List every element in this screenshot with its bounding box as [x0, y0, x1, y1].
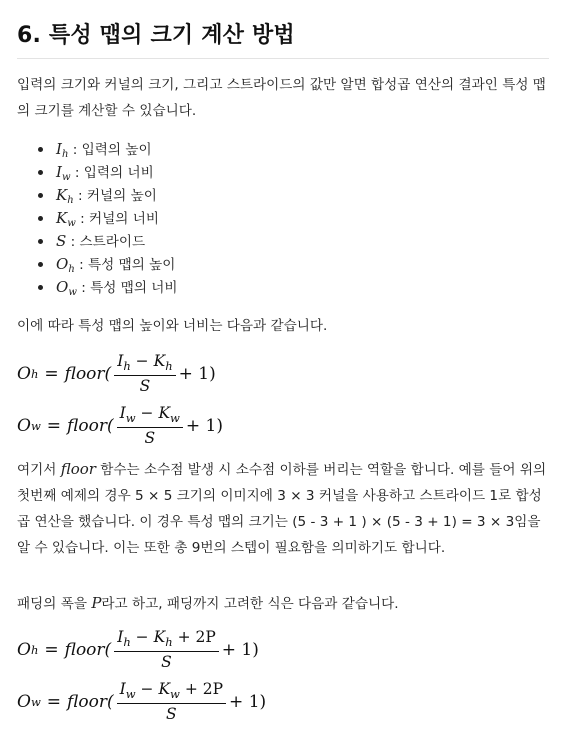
floor-term: floor [60, 460, 96, 478]
numerator-term: K [153, 352, 166, 370]
minus-sign: − [135, 628, 149, 646]
floor-function: floor( [67, 415, 114, 436]
variable-item-s [17, 230, 178, 253]
variable-item-iw [17, 161, 178, 184]
formula-lhs: O [17, 639, 31, 660]
fraction-numerator [117, 680, 226, 704]
section-title: 6. 특성 맵의 크기 계산 방법 [17, 23, 295, 48]
padding-term: + 2P [177, 628, 216, 646]
formula-intro-paragraph: 이에 따라 특성 맵의 높이와 너비는 다음과 같습니다. [17, 318, 328, 334]
padding-symbol: P [91, 594, 102, 612]
variable-description: : 입력의 너비 [74, 165, 154, 181]
padding-intro-paragraph [17, 590, 552, 617]
fraction-denominator: S [166, 705, 177, 723]
formula-lhs-subscript: h [30, 366, 39, 381]
variable-item-kw [17, 207, 178, 230]
equals-sign: = [44, 639, 59, 660]
formula-output-width [17, 404, 223, 447]
formula-tail: + 1) [178, 363, 216, 384]
floor-function: floor( [64, 639, 112, 660]
numerator-subscript: h [123, 359, 131, 373]
variable-item-oh [17, 253, 178, 276]
formula-lhs: O [17, 363, 31, 384]
numerator-subscript: h [123, 635, 131, 649]
minus-sign: − [140, 680, 154, 698]
explanation-paragraph [17, 456, 552, 561]
floor-function: floor( [64, 363, 112, 384]
variable-subscript: w [61, 172, 71, 183]
padding-intro-text: 라고 하고, 패딩까지 고려한 식은 다음과 같습니다. [101, 596, 399, 612]
formula-lhs: O [17, 415, 31, 436]
padding-intro-text: 패딩의 폭을 [17, 596, 92, 612]
equals-sign: = [46, 415, 62, 436]
numerator-subscript: w [125, 687, 136, 701]
variable-symbol: S [56, 232, 67, 250]
numerator-term: I [119, 680, 126, 698]
numerator-term: K [158, 404, 171, 422]
variable-symbol: I [56, 163, 62, 181]
variable-item-ih [17, 138, 178, 161]
fraction [114, 628, 219, 671]
variable-subscript: h [67, 195, 74, 206]
fraction-numerator [114, 352, 175, 376]
variable-list [17, 138, 178, 299]
formula-tail: + 1) [221, 639, 259, 660]
fraction-denominator: S [139, 377, 151, 395]
minus-sign: − [135, 352, 149, 370]
variable-symbol: O [56, 278, 69, 296]
variable-subscript: h [68, 264, 75, 275]
numerator-term: I [117, 352, 124, 370]
numerator-subscript: h [165, 359, 173, 373]
formula-lhs: O [17, 691, 31, 712]
variable-symbol: I [56, 140, 62, 158]
intro-paragraph: 입력의 크기와 커널의 크기, 그리고 스트라이드의 값만 알면 합성곱 연산의 결과인 특성 맵의 크기를 계산할 수 있습니다. [17, 77, 546, 119]
padding-term: + 2P [184, 680, 224, 698]
formula-output-height [17, 352, 216, 395]
fraction-denominator: S [161, 653, 172, 671]
variable-subscript: w [68, 287, 77, 298]
floor-function: floor( [67, 691, 114, 712]
variable-description: : 커널의 너비 [80, 211, 159, 227]
numerator-subscript: w [170, 687, 180, 701]
formula-tail: + 1) [229, 691, 267, 712]
variable-subscript: w [67, 218, 76, 229]
numerator-term: I [119, 404, 126, 422]
equals-sign: = [44, 363, 59, 384]
formula-output-height-padded [17, 628, 259, 671]
fraction-denominator: S [144, 429, 156, 447]
numerator-term: K [158, 680, 171, 698]
fraction [117, 404, 183, 447]
numerator-subscript: w [125, 411, 136, 425]
variable-symbol: K [56, 186, 68, 204]
variable-item-ow [17, 276, 178, 299]
variable-subscript: h [61, 149, 69, 160]
numerator-subscript: w [170, 411, 180, 425]
variable-description: : 특성 맵의 너비 [81, 280, 178, 296]
formula-lhs-subscript: w [30, 418, 41, 433]
explanation-text: 여기서 [17, 462, 61, 478]
variable-description: : 특성 맵의 높이 [79, 257, 176, 273]
variable-symbol: O [56, 255, 69, 273]
fraction-numerator [117, 404, 183, 428]
formula-output-width-padded [17, 680, 266, 723]
variable-symbol: K [56, 209, 68, 227]
explanation-text: 함수는 소수점 발생 시 소수점 이하를 버리는 역할을 합니다. 예를 들어 위의 첫번째 예제의 경우 5 × 5 크기의 이미지에 3 × 3 커널을 사용하고 스트라이드 1로 합성곱 연산을 했습니다. 이 경우 특성 맵의 크기는 (5 - 3 + 1 ) × (5 - 3 + 1) = 3 × 3임을 알 수 있습니다. 이는 또한 총 9번의 스텝이 필요함을 의미하기도 합니다. [17, 462, 547, 556]
variable-item-kh [17, 184, 178, 207]
fraction [117, 680, 226, 723]
fraction-numerator [114, 628, 219, 652]
equals-sign: = [46, 691, 62, 712]
formula-tail: + 1) [185, 415, 223, 436]
numerator-subscript: h [165, 635, 173, 649]
variable-description: : 입력의 높이 [72, 142, 152, 158]
numerator-term: K [153, 628, 166, 646]
title-divider [17, 58, 549, 59]
variable-description: : 스트라이드 [70, 234, 146, 250]
numerator-term: I [117, 628, 124, 646]
minus-sign: − [140, 404, 154, 422]
fraction [114, 352, 175, 395]
variable-description: : 커널의 높이 [78, 188, 157, 204]
formula-lhs-subscript: h [30, 642, 39, 657]
formula-lhs-subscript: w [30, 694, 41, 709]
